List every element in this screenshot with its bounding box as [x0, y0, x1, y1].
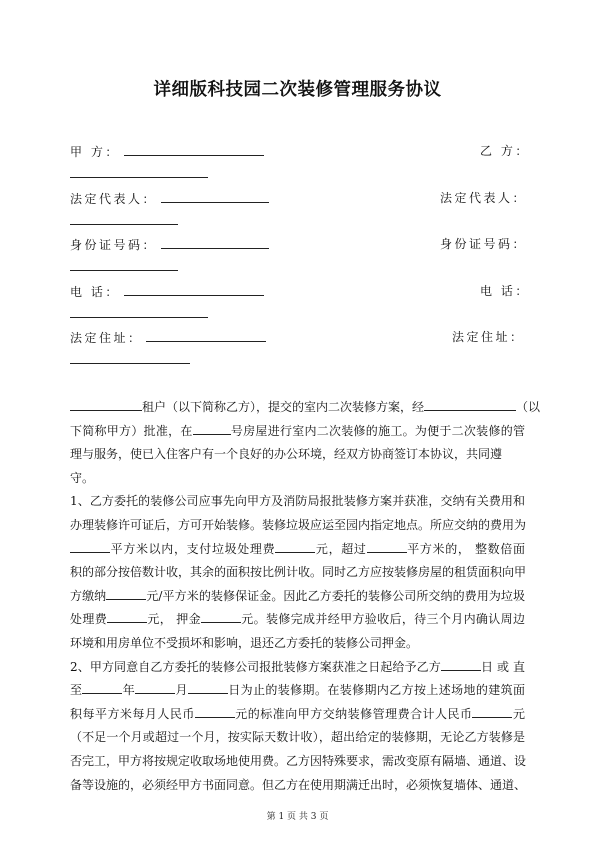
legal-rep-b-blank [70, 212, 178, 225]
body-text: 至 [70, 683, 83, 698]
body-text: （以 [516, 400, 541, 414]
body-line [70, 420, 525, 444]
room-number-blank [193, 423, 231, 435]
legal-rep-a-line [70, 190, 269, 207]
waste-fee-blank [275, 541, 315, 553]
id-a-line [70, 236, 269, 253]
clause-2-line [70, 679, 525, 703]
day-blank [188, 682, 228, 694]
landlord-blank [424, 399, 516, 411]
party-a-label: 甲 方： [70, 145, 120, 159]
party-a-line [70, 143, 264, 160]
body-text: 租户（以下简称乙方），提交的室内二次装修方案，经 [142, 400, 425, 414]
id-b-blank-line [70, 258, 178, 275]
body-text: 平方米的， 整数倍面 [406, 541, 525, 556]
address-a-label: 法定住址： [70, 331, 143, 345]
clause-2-line [70, 703, 525, 727]
legal-rep-a-blank [161, 190, 269, 203]
clause-2-line [70, 656, 525, 680]
body-text: 号房屋进行室内二次装修的施工。为便于二次装修的管 [230, 423, 525, 438]
agreement-body [70, 396, 541, 797]
clause-1-line: 积的部分按倍数计收，其余的面积按比例计收。同时乙方应按装修房屋的租赁面积向甲 [70, 565, 527, 580]
address-a-line [70, 329, 266, 346]
tenant-blank [70, 399, 142, 411]
body-text: 元。装修完成并经甲方验收后，待三个月内确认周边 [240, 612, 525, 627]
clause-2-line: 否完工，甲方将按规定收取场地使用费。乙方因特殊要求，需改变原有隔墙、通道、设 [70, 753, 527, 768]
days-blank [441, 659, 481, 671]
body-text: 2、甲方同意自乙方委托的装修公司报批装修方案获准之日起给予乙方 [70, 659, 441, 674]
body-text: 元的标准向甲方交纳装修管理费合计人民币 [234, 706, 473, 721]
clause-2-line: （不足一个月或超过一个月，按实际天数计收），超出给定的装修期，无论乙方装修是 [70, 730, 525, 745]
body-line [70, 396, 541, 420]
body-text: 元 [512, 706, 525, 721]
document-title: 详细版科技园二次装修管理服务协议 [153, 80, 442, 100]
body-text: 元/平方米的装修保证金。因此乙方委托的装修公司所交纳的费用为垃圾 [146, 588, 525, 603]
legal-rep-a-label: 法定代表人： [70, 192, 158, 206]
legal-rep-b-blank-line [70, 212, 178, 229]
page-footer: 第 1 页 共 3 页 [266, 812, 329, 822]
id-b-blank [70, 258, 178, 271]
clause-1-line: 环境和用房单位不受损坏和影响，退还乙方委托的装修公司押金。 [70, 635, 419, 650]
legal-rep-b-label: 法定代表人： [440, 191, 528, 205]
body-text: 积每平方米每月人民币 [70, 706, 195, 721]
area-blank [70, 541, 110, 553]
clause-1-line: 1、乙方委托的装修公司应事先向甲方及消防局报批装修方案并获准，交纳有关费用和 [70, 494, 525, 509]
address-b-label-line [452, 329, 525, 345]
body-text: 元，超过 [315, 541, 367, 556]
phone-b-blank [70, 305, 208, 318]
fee-total-blank [472, 706, 512, 718]
party-b-blank-line [70, 165, 208, 182]
legal-rep-b-label-line [440, 190, 527, 206]
id-a-label: 身份证号码： [70, 238, 158, 252]
clause-1-line: 办理装修许可证后，方可开始装修。装修垃圾应运至园内指定地点。所应交纳的费用为 [70, 517, 527, 532]
party-a-blank [124, 143, 264, 156]
deposit-rate-blank [106, 588, 146, 600]
body-text: 年 [122, 683, 136, 698]
body-text: 方缴纳 [70, 588, 107, 603]
address-b-blank-line [70, 351, 190, 368]
clause-1-line [70, 538, 525, 562]
party-b-label-line [480, 143, 530, 159]
clause-1-line [70, 585, 525, 609]
month-blank [135, 682, 175, 694]
id-b-label-line [440, 236, 527, 252]
waste-fee-total-blank [107, 611, 147, 623]
year-blank [82, 682, 122, 694]
clause-2-line: 备等设施的，必须经甲方书面同意。但乙方在使用期满迁出时，必须恢复墙体、通道、 [70, 777, 527, 792]
body-text: 处理费 [70, 612, 108, 627]
body-text: 日 或 直 [480, 659, 525, 674]
phone-b-label-line [480, 283, 530, 299]
body-text: 月 [175, 683, 188, 698]
address-b-blank [70, 351, 190, 364]
clause-1-line [70, 608, 525, 632]
id-a-blank [161, 236, 269, 249]
area-excess-blank [367, 541, 407, 553]
deposit-total-blank [201, 611, 241, 623]
body-text: 日为止的装修期。在装修期内乙方按上述场地的建筑面 [227, 683, 525, 698]
party-b-label: 乙 方： [480, 144, 530, 158]
phone-b-label: 电 话： [480, 284, 530, 298]
body-text: 平方米以内，支付垃圾处理费 [110, 541, 276, 556]
phone-a-blank [124, 283, 264, 296]
body-line: 理与服务，使已入住客户有一个良好的办公环境，经双方协商签订本协议，共同遵守。 [70, 447, 503, 485]
phone-a-line [70, 283, 264, 300]
body-text: 元， 押金 [147, 612, 201, 627]
address-a-blank [146, 329, 266, 342]
fee-rate-blank [195, 706, 235, 718]
party-b-blank [70, 165, 208, 178]
phone-a-label: 电 话： [70, 285, 120, 299]
body-text: 下简称甲方）批准，在 [70, 423, 193, 438]
id-b-label: 身份证号码： [440, 237, 528, 251]
address-b-label: 法定住址： [452, 330, 525, 344]
phone-b-blank-line [70, 305, 208, 322]
